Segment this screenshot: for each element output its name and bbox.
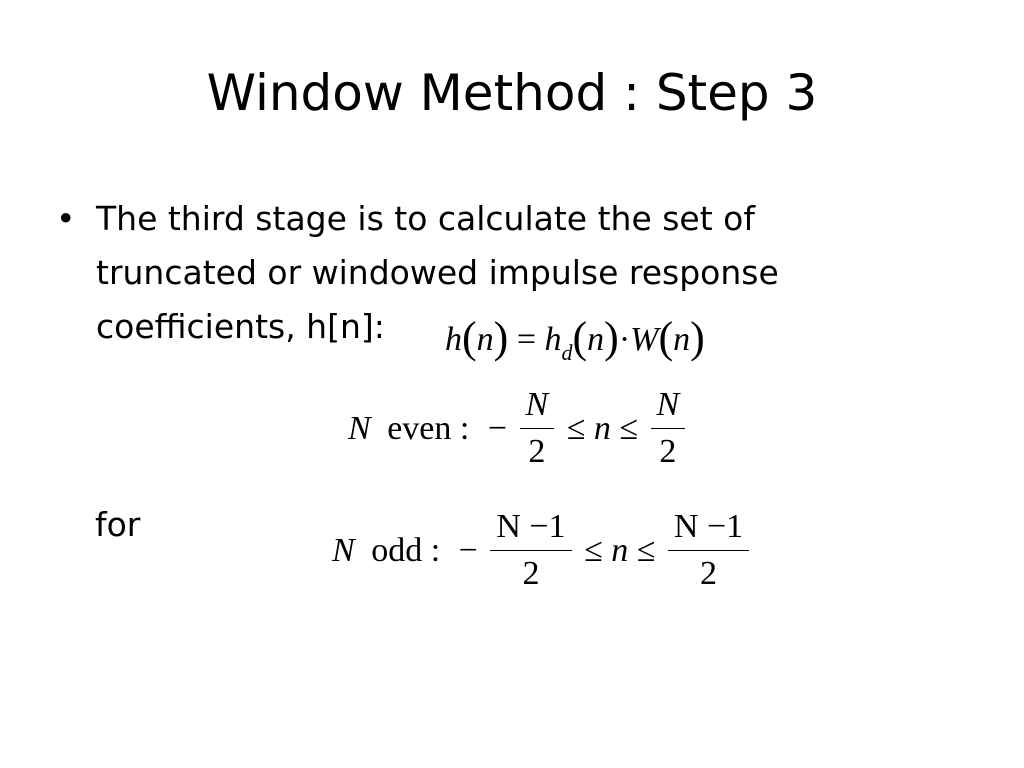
eq-w-symbol: W <box>630 321 659 358</box>
odd-leq-1: ≤ <box>584 531 603 569</box>
even-upper-numerator: N <box>656 386 680 423</box>
even-label: even : <box>387 409 470 447</box>
even-leq-2: ≤ <box>619 409 639 447</box>
eq-n-symbol: n <box>476 321 494 358</box>
eq-open-paren: ( <box>572 313 588 362</box>
odd-condition <box>332 508 753 593</box>
even-lower-numerator: N <box>525 386 549 423</box>
eq-n-symbol: n <box>587 321 605 358</box>
even-upper-denominator: 2 <box>651 428 686 471</box>
slide-title: Window Method : Step 3 <box>206 64 818 122</box>
bullet-line-2: truncated or windowed impulse response <box>96 253 779 292</box>
odd-n-symbol: n <box>611 531 629 569</box>
even-upper-fraction <box>651 386 686 471</box>
eq-n-symbol: n <box>673 321 691 358</box>
odd-lower-denominator: 2 <box>490 550 571 593</box>
odd-N-symbol: N <box>332 531 355 569</box>
odd-lower-fraction <box>490 508 571 593</box>
for-label: for <box>95 505 141 544</box>
windowed-impulse-equation <box>445 312 705 366</box>
odd-minus: − <box>458 531 478 569</box>
odd-upper-fraction <box>668 508 749 593</box>
odd-lower-numerator: N −1 <box>496 508 566 545</box>
eq-open-paren: ( <box>658 313 674 362</box>
bullet-dot-icon: • <box>56 199 76 238</box>
even-condition <box>348 386 689 471</box>
even-lower-denominator: 2 <box>520 428 555 471</box>
even-N-symbol: N <box>348 409 371 447</box>
bullet-line-3: coefficients, h[n]: <box>96 307 385 346</box>
even-leq-1: ≤ <box>566 409 586 447</box>
odd-upper-denominator: 2 <box>668 550 749 593</box>
even-n-symbol: n <box>593 409 611 447</box>
eq-close-paren: ) <box>493 313 509 362</box>
odd-upper-numerator: N −1 <box>673 508 744 545</box>
eq-equals: = <box>516 321 536 358</box>
eq-h-symbol: h <box>445 321 462 358</box>
odd-leq-2: ≤ <box>636 531 656 569</box>
eq-close-paren: ) <box>604 313 619 362</box>
even-minus: − <box>487 409 508 447</box>
eq-close-paren: ) <box>690 313 705 362</box>
bullet-line-1: The third stage is to calculate the set of <box>96 199 755 238</box>
eq-open-paren: ( <box>462 313 477 362</box>
eq-hd-subscript: d <box>561 340 573 365</box>
eq-dot: · <box>618 321 631 358</box>
even-lower-fraction <box>520 386 555 471</box>
odd-label: odd : <box>371 531 441 569</box>
eq-hd-symbol: h <box>544 321 562 358</box>
